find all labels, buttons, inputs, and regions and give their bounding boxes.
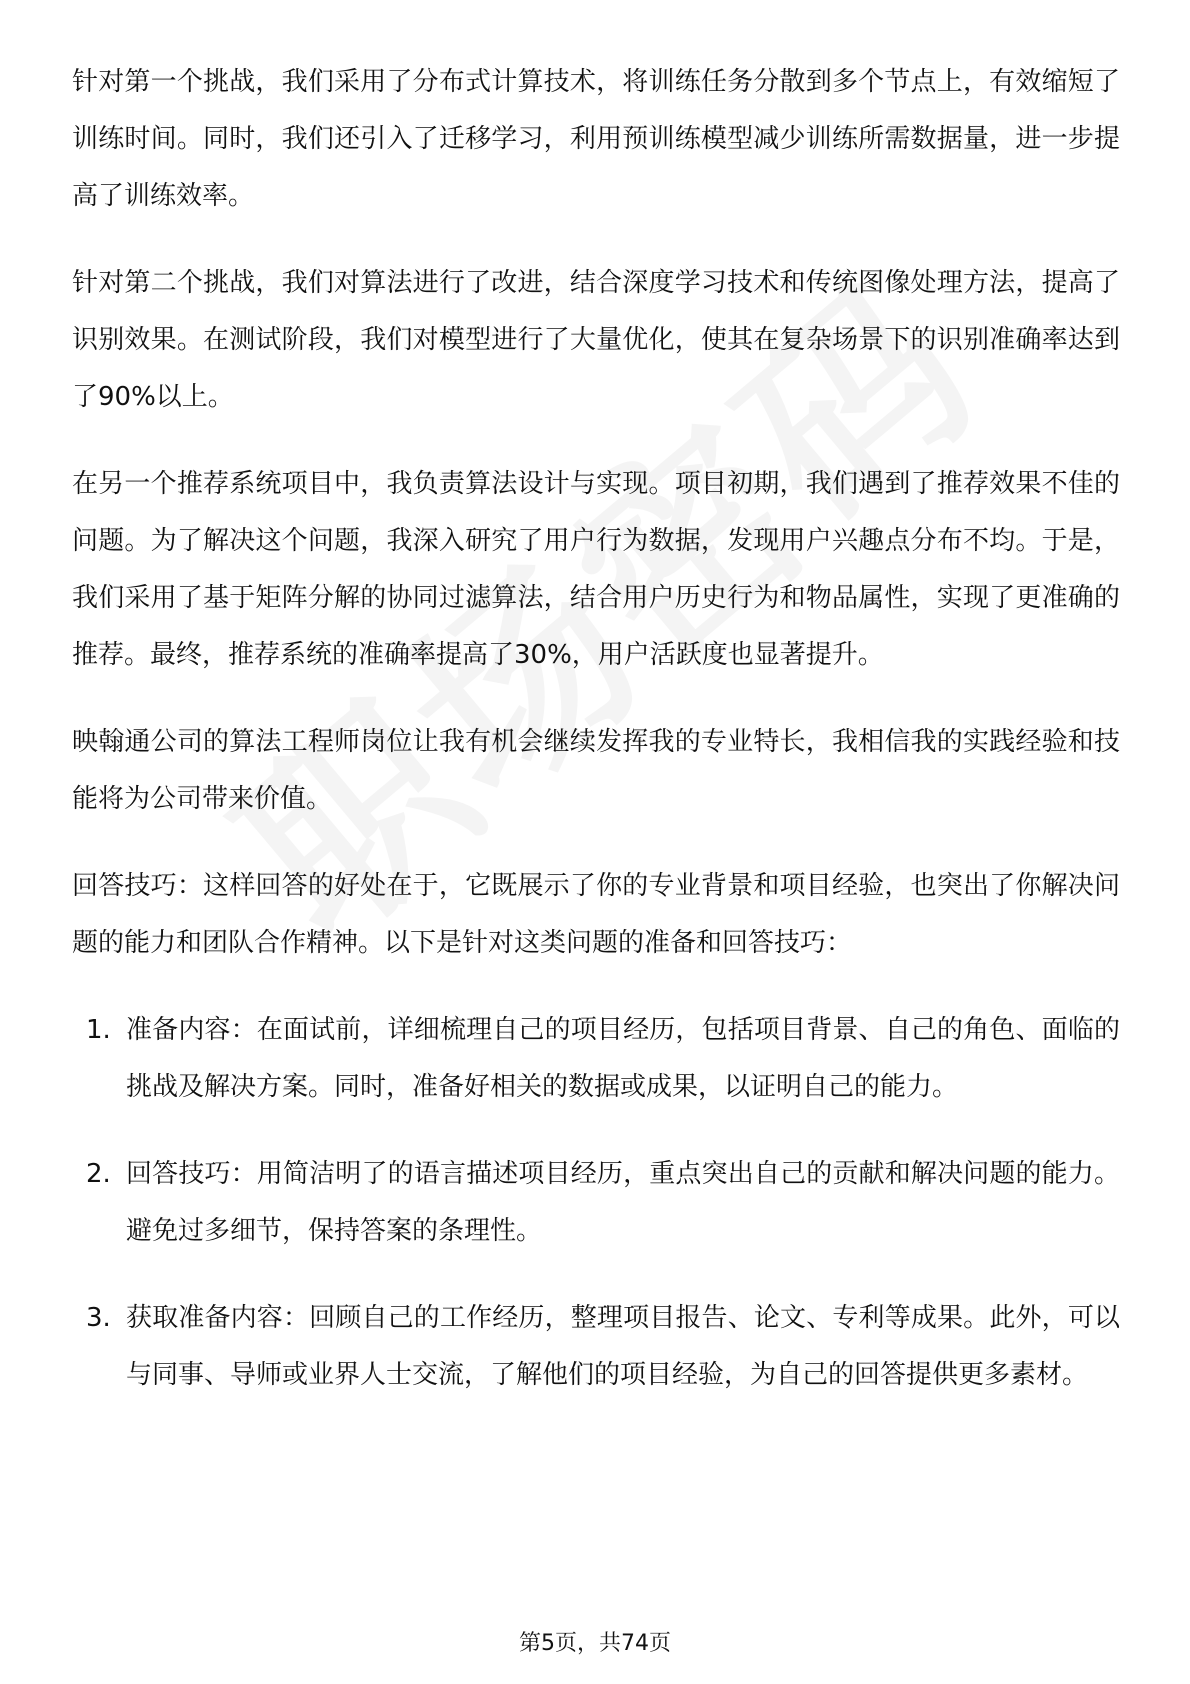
list-item-number: 3. [86, 1303, 111, 1333]
paragraph-recommendation-project: 在另一个推荐系统项目中，我负责算法设计与实现。项目初期，我们遇到了推荐效果不佳的问题。为了解决这个问题，我深入研究了用户行为数据，发现用户兴趣点分布不均。于是，我们采用了基于矩阵分解的协同过滤算法，结合用户历史行为和物品属性，实现了更准确的推荐。最终，推荐系统的准确率提高了30%，用户活跃度也显著提升。 [72, 469, 1120, 670]
list-item [72, 1002, 1120, 1116]
list-item-text: 准备内容：在面试前，详细梳理自己的项目经历，包括项目背景、自己的角色、面临的挑战及解决方案。同时，准备好相关的数据或成果，以证明自己的能力。 [126, 1015, 1120, 1102]
paragraph-answer-tips: 回答技巧：这样回答的好处在于，它既展示了你的专业背景和项目经验，也突出了你解决问题的能力和团队合作精神。以下是针对这类问题的准备和回答技巧： [72, 871, 1120, 958]
list-item [72, 1290, 1120, 1404]
list-item-number: 2. [86, 1159, 111, 1189]
list-item-text: 获取准备内容：回顾自己的工作经历，整理项目报告、论文、专利等成果。此外，可以与同事、导师或业界人士交流，了解他们的项目经验，为自己的回答提供更多素材。 [126, 1303, 1120, 1390]
list-item [72, 1146, 1120, 1260]
paragraph-challenge-one: 针对第一个挑战，我们采用了分布式计算技术，将训练任务分散到多个节点上，有效缩短了训练时间。同时，我们还引入了迁移学习，利用预训练模型减少训练所需数据量，进一步提高了训练效率。 [72, 67, 1120, 211]
paragraph-company-fit: 映翰通公司的算法工程师岗位让我有机会继续发挥我的专业特长，我相信我的实践经验和技能将为公司带来价值。 [72, 727, 1120, 814]
document-body [72, 54, 1120, 1434]
list-item-number: 1. [86, 1015, 111, 1045]
tips-list [72, 1002, 1120, 1404]
paragraph-challenge-two: 针对第二个挑战，我们对算法进行了改进，结合深度学习技术和传统图像处理方法，提高了识别效果。在测试阶段，我们对模型进行了大量优化，使其在复杂场景下的识别准确率达到了90%以上。 [72, 268, 1120, 412]
page-number: 第5页，共74页 [519, 1631, 671, 1656]
list-item-text: 回答技巧：用简洁明了的语言描述项目经历，重点突出自己的贡献和解决问题的能力。避免过多细节，保持答案的条理性。 [126, 1159, 1120, 1246]
page-footer [0, 1626, 1190, 1657]
